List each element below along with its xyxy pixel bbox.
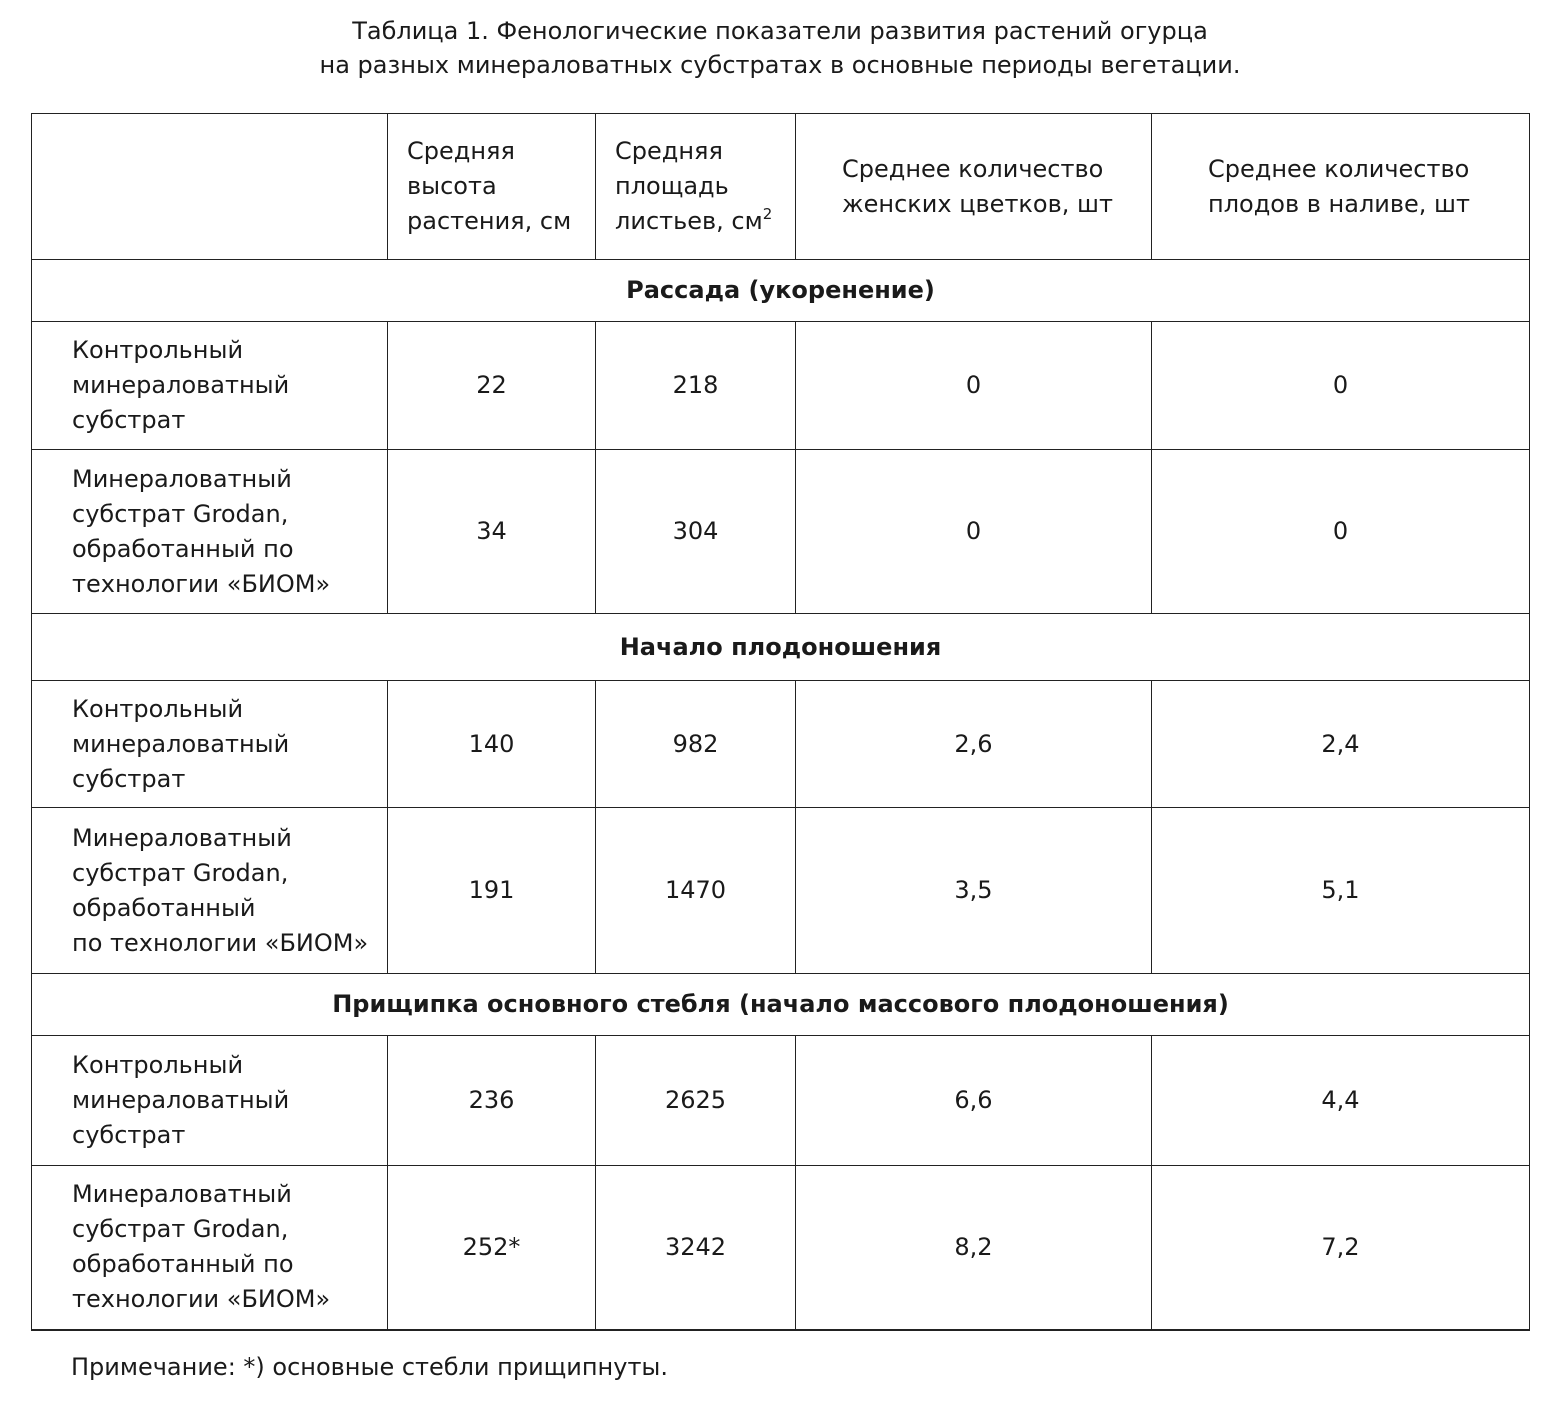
header-text: растения, см — [407, 207, 572, 235]
substrate-name — [32, 322, 388, 450]
value-leaf-area: 3242 — [596, 1166, 796, 1330]
name-line: Минераловатный — [72, 1180, 292, 1209]
header-text: высота — [407, 172, 497, 200]
value-leaf-area: 2625 — [596, 1036, 796, 1166]
value-fruits: 0 — [1152, 322, 1530, 450]
header-text: листьев, см — [615, 207, 763, 235]
table-row — [32, 681, 1530, 808]
substrate-name — [32, 1036, 388, 1166]
name-line: Минераловатный — [72, 464, 292, 493]
substrate-name — [32, 450, 388, 614]
value-height: 252* — [388, 1166, 596, 1330]
value-fruits: 4,4 — [1152, 1036, 1530, 1166]
substrate-name — [32, 808, 388, 974]
header-avg-leaf-area — [596, 114, 796, 260]
header-text: плодов в наливе, шт — [1208, 189, 1470, 218]
header-row — [32, 114, 1530, 260]
header-text: площадь — [615, 172, 729, 200]
value-female-flowers: 2,6 — [796, 681, 1152, 808]
value-height: 236 — [388, 1036, 596, 1166]
substrate-name — [32, 1166, 388, 1330]
value-height: 140 — [388, 681, 596, 808]
name-line: Контрольный — [72, 336, 244, 364]
substrate-name — [32, 681, 388, 808]
section-title: Рассада (укоренение) — [32, 260, 1530, 322]
value-leaf-area: 1470 — [596, 808, 796, 974]
name-line: по технологии «БИОМ» — [72, 928, 369, 957]
table-row — [32, 322, 1530, 450]
value-leaf-area: 982 — [596, 681, 796, 808]
phenology-table — [31, 113, 1530, 1331]
section-title: Прищипка основного стебля (начало массового плодоношения) — [32, 974, 1530, 1036]
table-row — [32, 1166, 1530, 1330]
section-title: Начало плодоношения — [32, 614, 1530, 681]
value-female-flowers: 3,5 — [796, 808, 1152, 974]
section-row — [32, 260, 1530, 322]
name-line: Контрольный — [72, 1051, 244, 1079]
value-height: 22 — [388, 322, 596, 450]
name-line: субстрат Grodan, — [72, 499, 289, 528]
caption-line-2: на разных минераловатных субстратах в основные периоды вегетации. — [319, 51, 1241, 79]
section-row — [32, 974, 1530, 1036]
header-avg-height — [388, 114, 596, 260]
table-row — [32, 808, 1530, 974]
name-line: обработанный по — [72, 534, 294, 563]
name-line: субстрат — [72, 1121, 186, 1149]
value-fruits: 2,4 — [1152, 681, 1530, 808]
name-line: минераловатный — [72, 1086, 290, 1114]
table-row — [32, 450, 1530, 614]
section-row — [32, 614, 1530, 681]
value-female-flowers: 8,2 — [796, 1166, 1152, 1330]
table-caption — [0, 14, 1560, 82]
header-empty-cell — [32, 114, 388, 260]
header-text: женских цветков, шт — [842, 189, 1113, 218]
value-fruits: 5,1 — [1152, 808, 1530, 974]
value-leaf-area: 218 — [596, 322, 796, 450]
name-line: Контрольный — [72, 694, 244, 723]
name-line: субстрат — [72, 406, 186, 434]
name-line: минераловатный — [72, 729, 290, 758]
header-avg-fruits-filling — [1152, 114, 1530, 260]
name-line: субстрат Grodan, — [72, 1215, 289, 1244]
name-line: Минераловатный — [72, 823, 292, 852]
header-text: Средняя — [407, 137, 515, 165]
table-footnote: Примечание: *) основные стебли прищипнуты. — [71, 1353, 669, 1381]
name-line: обработанный по — [72, 1250, 294, 1279]
name-line: обработанный — [72, 893, 256, 922]
name-line: субстрат — [72, 764, 186, 793]
unit-superscript: 2 — [762, 205, 773, 223]
name-line: технологии «БИОМ» — [72, 569, 331, 598]
value-female-flowers: 0 — [796, 322, 1152, 450]
name-line: технологии «БИОМ» — [72, 1285, 331, 1314]
name-line: минераловатный — [72, 371, 290, 399]
value-leaf-area: 304 — [596, 450, 796, 614]
header-text: Среднее количество — [1208, 154, 1470, 183]
value-height: 191 — [388, 808, 596, 974]
value-female-flowers: 0 — [796, 450, 1152, 614]
value-fruits: 0 — [1152, 450, 1530, 614]
header-text: Средняя — [615, 137, 723, 165]
name-line: субстрат Grodan, — [72, 858, 289, 887]
value-fruits: 7,2 — [1152, 1166, 1530, 1330]
header-avg-female-flowers — [796, 114, 1152, 260]
table-row — [32, 1036, 1530, 1166]
value-height: 34 — [388, 450, 596, 614]
header-text: Среднее количество — [842, 154, 1104, 183]
value-female-flowers: 6,6 — [796, 1036, 1152, 1166]
caption-line-1: Таблица 1. Фенологические показатели развития растений огурца — [352, 17, 1208, 45]
